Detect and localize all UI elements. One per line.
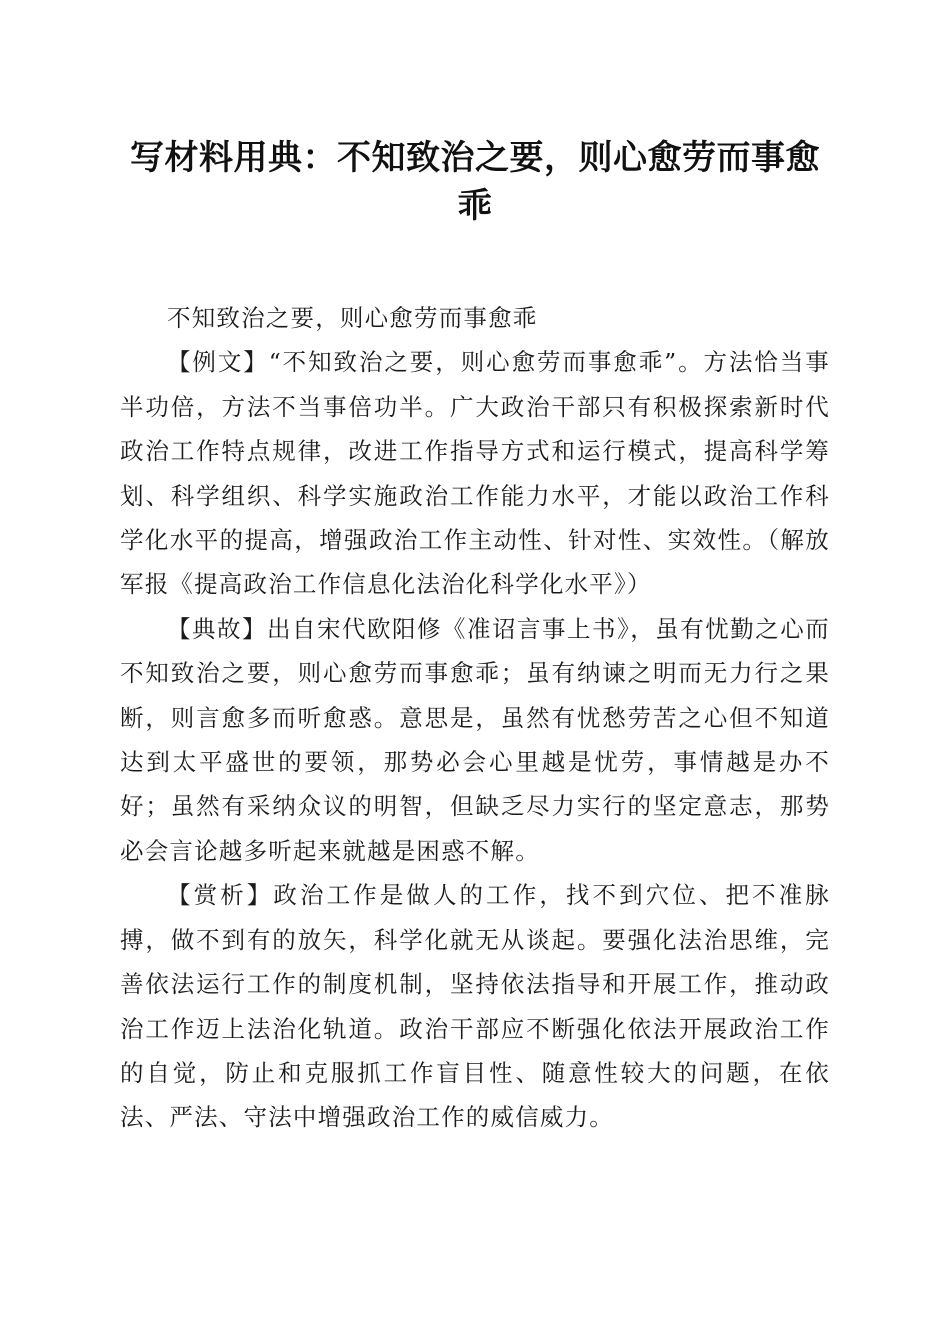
document-title: 写材料用典：不知致治之要，则心愈劳而事愈乖 [130, 138, 820, 226]
paragraph-appreciation [120, 873, 830, 1139]
paragraph-example [120, 340, 830, 606]
document-body [120, 296, 830, 1140]
paragraph-example-tag: 【例文】 [167, 348, 269, 377]
paragraph-appreciation-tag: 【赏析】 [167, 881, 274, 910]
paragraph-example-text: “不知致治之要，则心愈劳而事愈乖”。方法恰当事半功倍，方法不当事倍功半。广大政治干部只有积极探索新时代政治工作特点规律，改进工作指导方式和运行模式，提高科学筹划、科学组织、科学实施政治工作能力水平，才能以政治工作科学化水平的提高，增强政治工作主动性、针对性、实效性。（解放军报《提高政治工作信息化法治化科学化水平》） [120, 348, 830, 599]
paragraph-allusion-text: 出自宋代欧阳修《准诏言事上书》，虽有忧勤之心而不知致治之要，则心愈劳而事愈乖；虽有纳谏之明而无力行之果断，则言愈多而听愈惑。意思是，虽然有忧愁劳苦之心但不知道达到太平盛世的要领，那势必会心里越是忧劳，事情越是办不好；虽然有采纳众议的明智，但缺乏尽力实行的坚定意志，那势必会言论越多听起来就越是困惑不解。 [120, 614, 830, 865]
paragraph-subtitle [120, 296, 830, 340]
paragraph-subtitle-text: 不知致治之要，则心愈劳而事愈乖 [167, 304, 538, 332]
paragraph-appreciation-text: 政治工作是做人的工作，找不到穴位、把不准脉搏，做不到有的放矢，科学化就无从谈起。要强化法治思维，完善依法运行工作的制度机制，坚持依法指导和开展工作，推动政治工作迈上法治化轨道。政治干部应不断强化依法开展政治工作的自觉，防止和克服抓工作盲目性、随意性较大的问题，在依法、严法、守法中增强政治工作的威信威力。 [120, 881, 830, 1132]
paragraph-allusion [120, 607, 830, 873]
paragraph-allusion-tag: 【典故】 [167, 614, 268, 643]
